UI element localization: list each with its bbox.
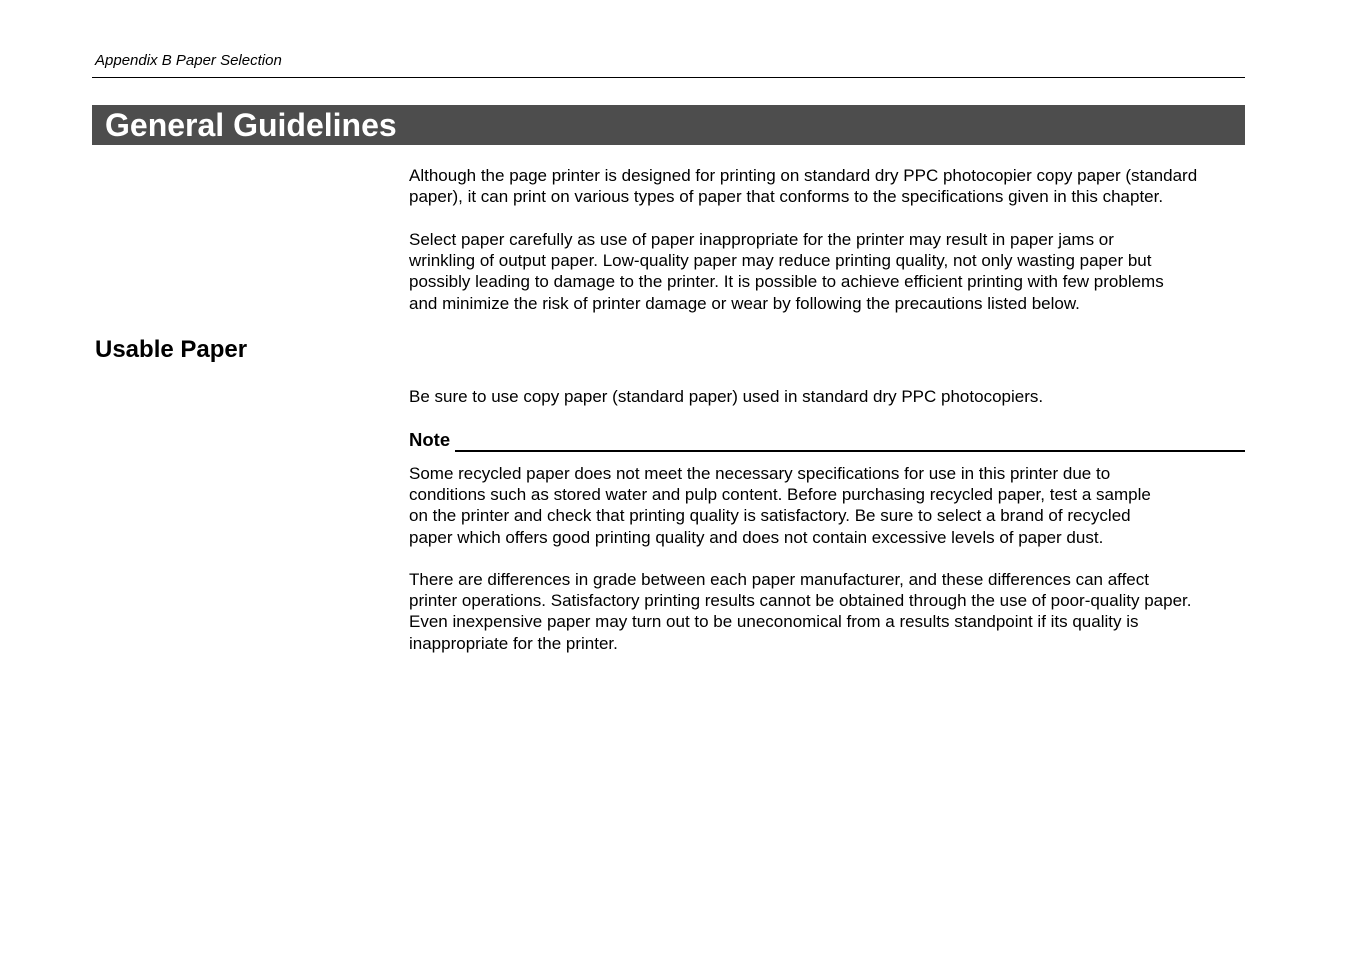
text-line: inappropriate for the printer. <box>409 633 618 653</box>
text-line: Some recycled paper does not meet the necessary specifications for use in this printer due to <box>409 464 1111 483</box>
page-title: General Guidelines <box>105 107 397 143</box>
text-line: and minimize the risk of printer damage or wear by following the precautions listed below. <box>409 293 1080 313</box>
title-bar <box>92 105 1245 145</box>
section-heading-usable-paper: Usable Paper <box>95 336 248 363</box>
text-line: paper which offers good printing quality and does not contain excessive levels of paper dust. <box>409 527 1104 547</box>
note-heading <box>409 429 1245 451</box>
text-line: printer operations. Satisfactory printing results cannot be obtained through the use of poor-quality paper. <box>409 591 1192 611</box>
text-line: There are differences in grade between each paper manufacturer, and these differences can affect <box>409 570 1149 589</box>
text-line: conditions such as stored water and pulp content. Before purchasing recycled paper, test a sample <box>409 485 1151 505</box>
running-header: Appendix B Paper Selection <box>95 52 282 69</box>
text-line: wrinkling of output paper. Low-quality paper may reduce printing quality, not only wasting paper but <box>409 251 1152 271</box>
note-paragraph-2 <box>409 569 1191 654</box>
text-line: on the printer and check that printing quality is satisfactory. Be sure to select a brand of recycled <box>409 506 1131 526</box>
text-line: Be sure to use copy paper (standard paper) used in standard dry PPC photocopiers. <box>409 387 1044 406</box>
text-line: possibly leading to damage to the printer. It is possible to achieve efficient printing with few problems <box>409 272 1164 292</box>
intro-paragraph-1 <box>409 165 1197 207</box>
text-line: Even inexpensive paper may turn out to be uneconomical from a results standpoint if its quality is <box>409 612 1139 632</box>
intro-paragraph-2 <box>409 229 1164 314</box>
text-line: Although the page printer is designed for printing on standard dry PPC photocopier copy paper (standard <box>409 166 1198 185</box>
text-line: paper), it can print on various types of paper that conforms to the specifications given in this chapter. <box>409 187 1164 207</box>
text-line: Select paper carefully as use of paper inappropriate for the printer may result in paper jams or <box>409 230 1114 249</box>
header-rule <box>92 77 1245 78</box>
note-label: Note <box>409 429 451 450</box>
usable-paragraph <box>409 386 1043 407</box>
note-paragraph-1 <box>409 463 1151 548</box>
note-rule <box>455 450 1245 452</box>
